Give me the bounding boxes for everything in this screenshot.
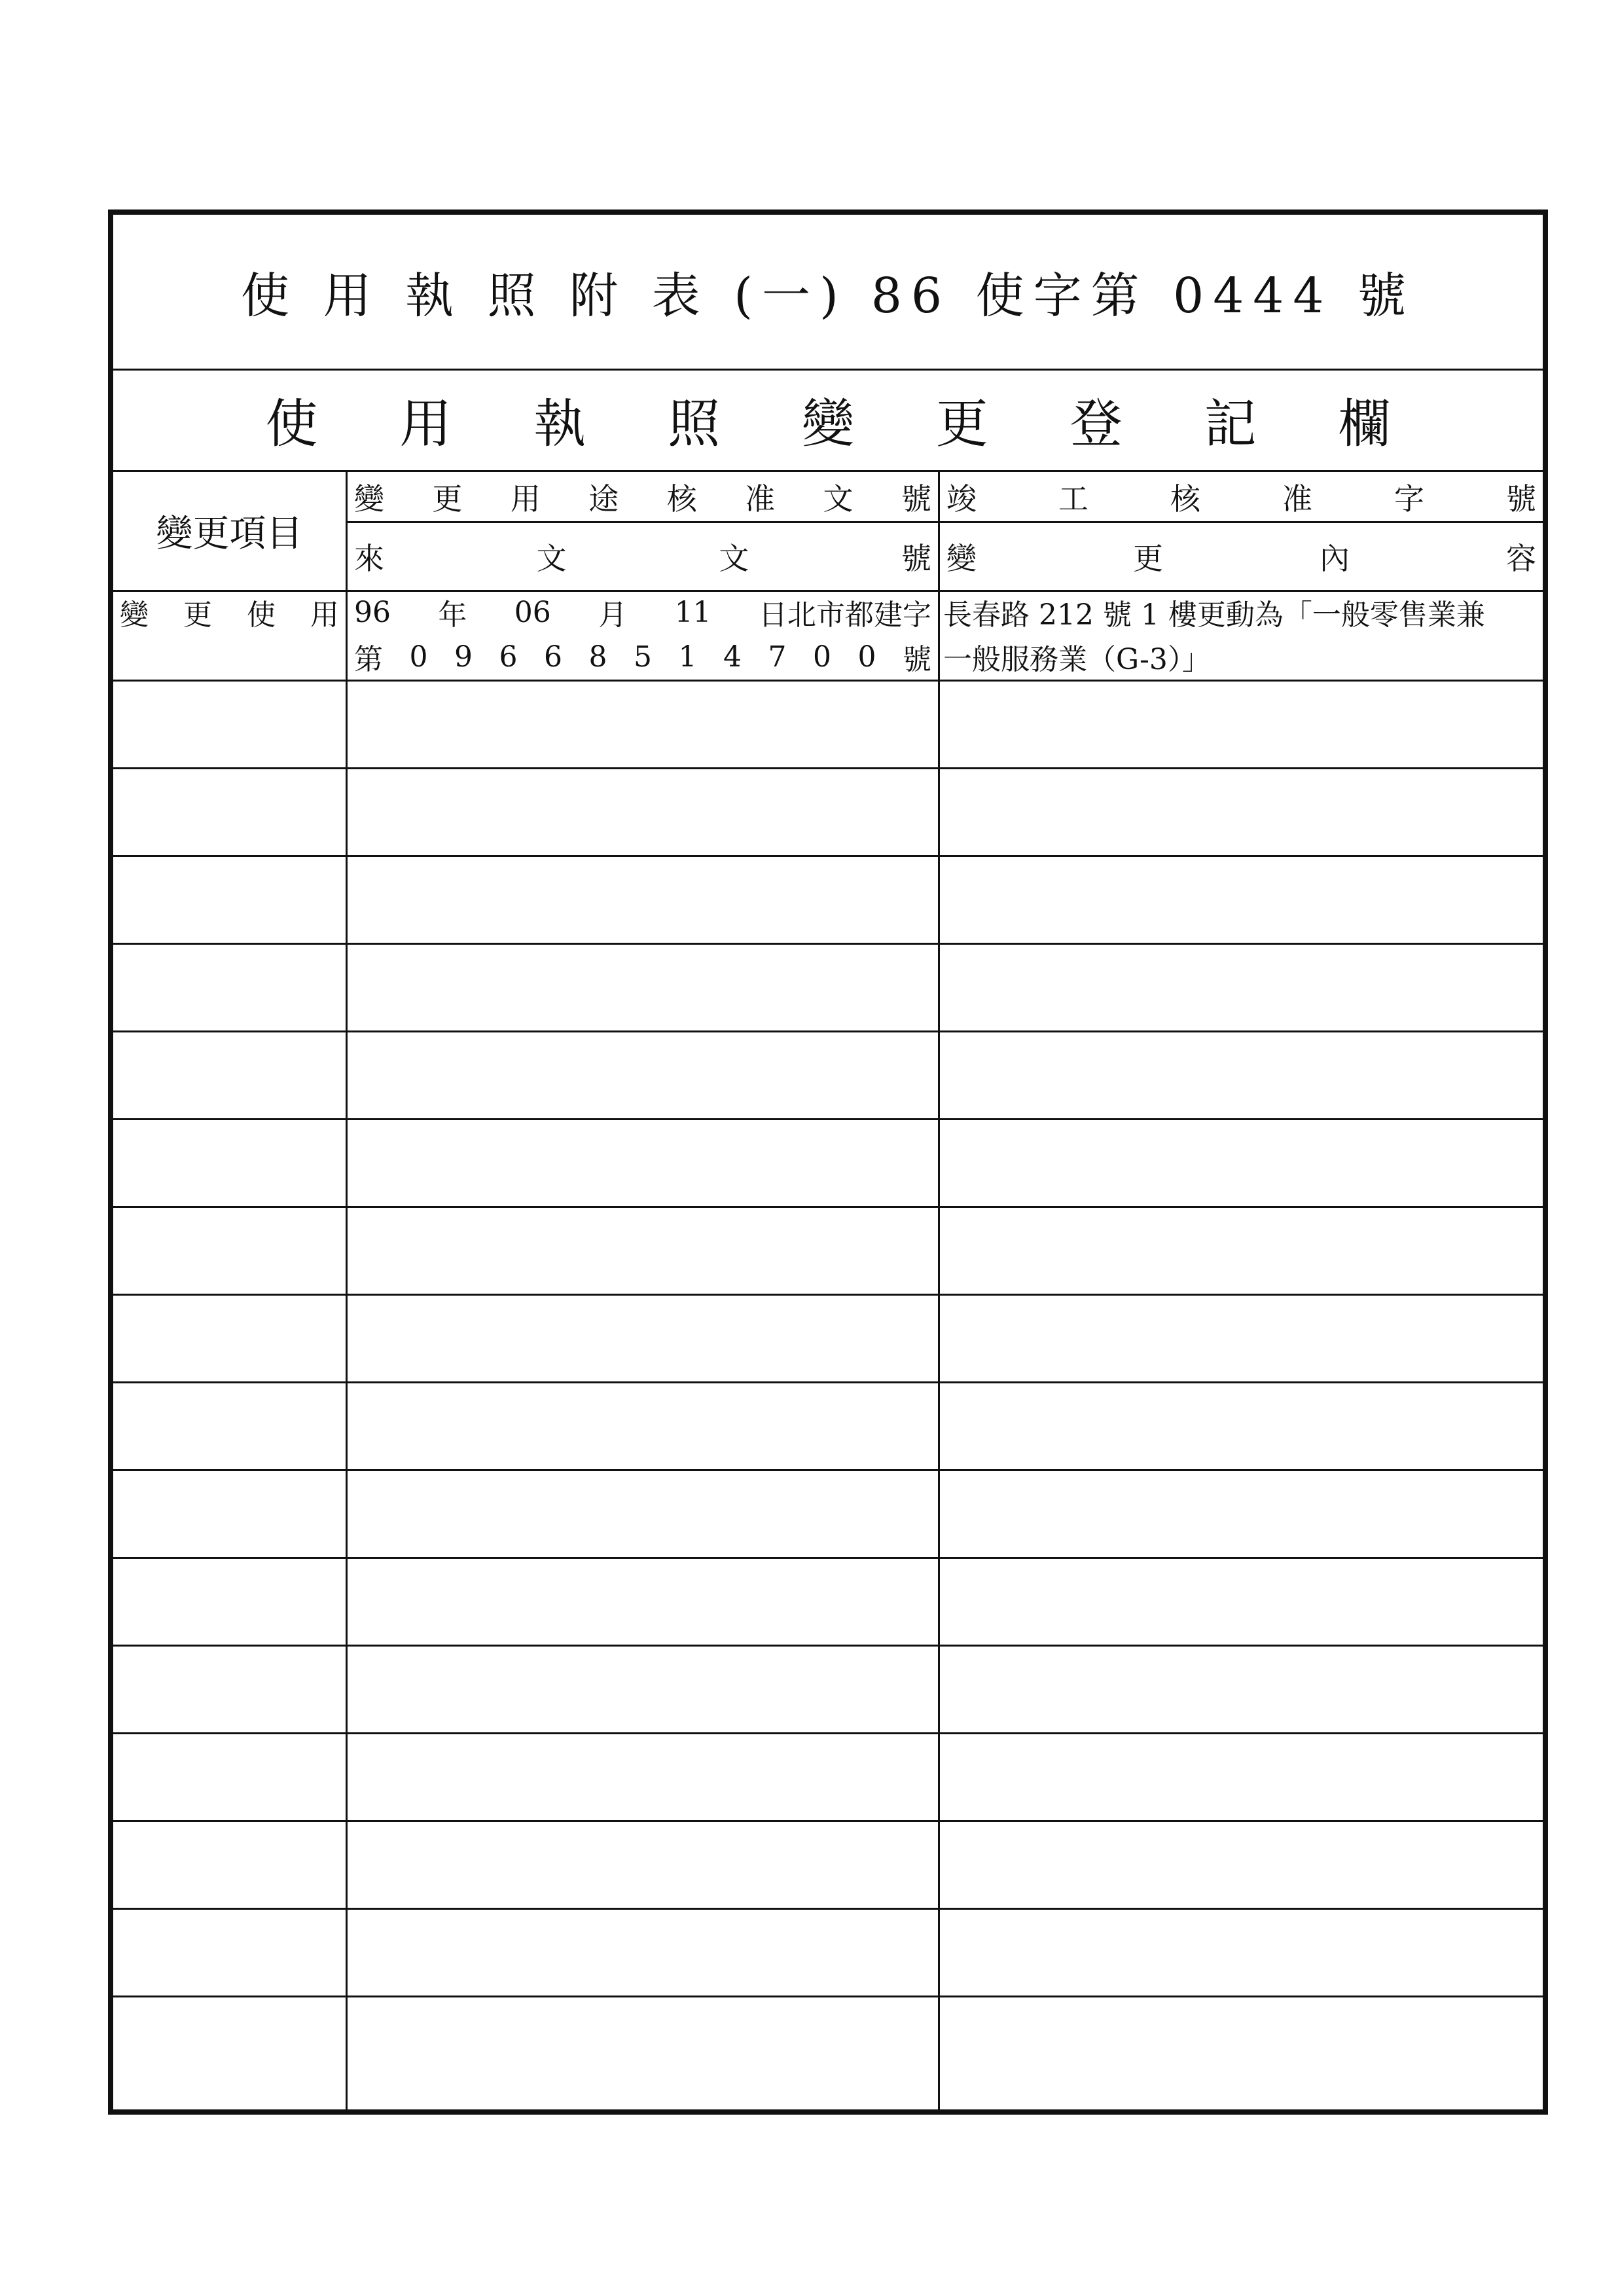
row-divider [113,680,1543,682]
empty-row-divider [113,1118,1543,1120]
subtitle-char: 變 [801,393,854,454]
title-right: 86 使字第 0444 號 [871,267,1415,324]
subtitle-char: 更 [935,393,988,454]
row-content-line2: 一般服務業（G-3）」 [943,643,1211,676]
header-change-content: 變 更 內 容 [946,541,1536,576]
form-title [113,215,1543,371]
empty-row-divider [113,1732,1543,1734]
empty-row-divider [113,1294,1543,1296]
change-register-table [113,472,1543,2109]
empty-row-divider [113,767,1543,769]
subtitle-char: 記 [1204,393,1257,454]
row-doc-no-line2: 第 0 9 6 6 8 5 1 4 7 0 0 號 [354,640,931,676]
empty-row-divider [113,1381,1543,1383]
empty-row-divider [113,1557,1543,1559]
subtitle-char: 使 [265,393,318,454]
row-change-item: 變 更 使 用 [120,598,339,632]
row-content-line1: 長春路 212 號 1 樓更動為「一般零售業兼 [943,598,1485,632]
form-frame [108,210,1548,2115]
empty-row-divider [113,1908,1543,1910]
subtitle-char: 用 [399,393,452,454]
empty-row-divider [113,943,1543,945]
empty-row-divider [113,1469,1543,1471]
row-doc-no-line1: 96 年 06 月 11 日北市都建字 [354,595,931,632]
form-subtitle [113,369,1543,472]
header-completion-approval-no: 竣 工 核 准 字 號 [946,481,1536,517]
header-change-item: 變更項目 [156,513,303,555]
subtitle-char: 執 [533,393,586,454]
empty-row-divider [113,1030,1543,1032]
subtitle-char: 欄 [1338,393,1391,454]
column-divider [346,472,348,2109]
subtitle-char: 照 [668,393,721,454]
empty-row-divider [113,1206,1543,1208]
header-change-use-approval-no: 變 更 用 途 核 准 文 號 [354,481,931,517]
empty-row-divider [113,855,1543,857]
header-incoming-doc-no: 來 文 文 號 [354,541,931,576]
empty-row-divider [113,1820,1543,1822]
empty-row-divider [113,1995,1543,1997]
subtitle-char: 登 [1070,393,1123,454]
column-divider [938,472,940,2109]
title-left: 使 用 執 照 附 表 (一) [241,267,848,324]
empty-row-divider [113,1645,1543,1647]
